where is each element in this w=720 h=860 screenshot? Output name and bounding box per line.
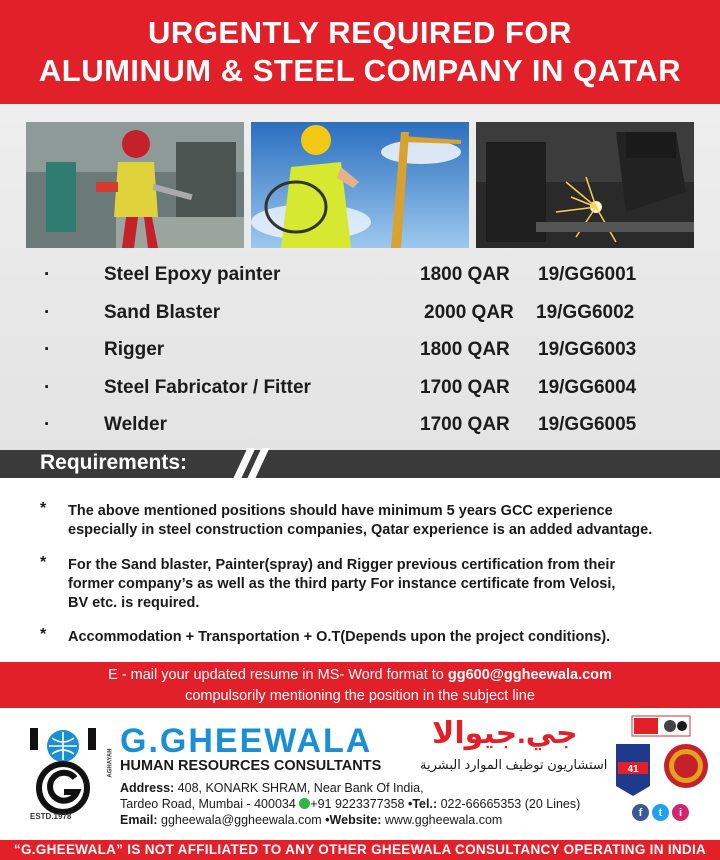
brand-name: G.GHEEWALA [120, 722, 373, 760]
bullet: · [44, 264, 51, 285]
job-code: 19/GG6001 [538, 264, 637, 285]
req-line: For the Sand blaster, Painter(spray) and Rigger previous certification from their [68, 557, 616, 573]
logo-established: ESTD.1978 [30, 812, 72, 821]
brand-subtitle: HUMAN RESOURCES CONSULTANTS [120, 758, 382, 774]
job-title: Rigger [104, 339, 165, 360]
email-prefix: E - mail your updated resume in MS- Word format to [108, 667, 448, 683]
address-line-1 [120, 781, 424, 795]
address-label: Address: [120, 781, 175, 795]
email-subject-note: compulsorily mentioning the position in the subject line [185, 688, 535, 704]
rigger-photo [251, 122, 469, 248]
job-code: 19/GG6002 [536, 301, 635, 323]
address-text: 408, KONARK SHRAM, Near Bank Of India, [174, 781, 424, 795]
job-salary: 1700 QAR [420, 414, 510, 435]
email-label: Email: [120, 813, 158, 827]
job-code: 19/GG6003 [538, 339, 637, 360]
req-star: * [40, 554, 47, 571]
bullet: · [44, 301, 51, 323]
social-links [632, 804, 689, 821]
tel-number[interactable]: 022-66665353 (20 Lines) [437, 797, 581, 811]
email-bar [0, 662, 720, 708]
whatsapp-icon [299, 798, 310, 809]
requirement-item [68, 628, 718, 647]
requirement-item [68, 556, 718, 613]
bullet: · [44, 339, 51, 360]
job-salary: 1700 QAR [420, 376, 510, 398]
arabic-subtitle: استشاريون توظيف الموارد البشرية [420, 757, 608, 772]
req-line: especially in steel construction companies, Qatar experience is an added advantage. [68, 522, 653, 538]
headline-line-2: ALUMINUM & STEEL COMPANY IN QATAR [38, 53, 682, 88]
twitter-icon[interactable]: t [652, 804, 669, 821]
job-row [0, 294, 720, 332]
tel-label: •Tel.: [407, 797, 438, 811]
address-line-2 [120, 797, 580, 811]
req-star: * [40, 626, 47, 643]
instagram-icon[interactable]: i [672, 804, 689, 821]
job-title: Sand Blaster [104, 301, 221, 323]
headline-line-1: URGENTLY REQUIRED FOR [148, 15, 572, 50]
painter-photo [26, 122, 244, 248]
job-code: 19/GG6005 [538, 414, 637, 435]
requirements-heading: Requirements: [40, 451, 188, 474]
requirement-item [68, 502, 718, 540]
job-salary: 1800 QAR [420, 264, 510, 285]
job-row [0, 331, 720, 369]
whatsapp-number[interactable]: +91 9223377358 [310, 797, 405, 811]
job-salary: 1800 QAR [420, 339, 510, 360]
requirements-bar [0, 450, 720, 478]
contact-line [120, 813, 502, 827]
apply-email-link[interactable]: gg600@ggheewala.com [447, 667, 612, 683]
job-row [0, 406, 720, 444]
disclaimer-bar: “G.GHEEWALA” IS NOT AFFILIATED TO ANY OTHER GHEEWALA CONSULTANCY OPERATING IN INDIA [0, 840, 720, 860]
job-title: Steel Epoxy painter [104, 264, 281, 285]
job-salary: 2000 QAR [424, 301, 514, 323]
website-link[interactable]: www.ggheewala.com [381, 813, 503, 827]
logo-side-text: AGHAYAH [107, 748, 114, 778]
job-code: 19/GG6004 [538, 376, 637, 398]
job-row [0, 369, 720, 407]
website-label: •Website: [321, 813, 382, 827]
bullet: · [44, 376, 51, 398]
req-star: * [40, 500, 47, 517]
header-banner [0, 0, 720, 104]
bullet: · [44, 414, 51, 435]
req-line: BV etc. is required. [68, 595, 200, 611]
address-text: Tardeo Road, Mumbai - 400034 [120, 797, 300, 811]
req-line: former company’s as well as the third party For instance certificate from Velosi, [68, 576, 616, 592]
company-email-link[interactable]: ggheewala@ggheewala.com [157, 813, 322, 827]
badge-41-text: 41 [627, 764, 639, 775]
job-row [0, 256, 720, 294]
req-line: Accommodation + Transportation + O.T(Depends upon the project conditions). [68, 629, 611, 645]
welder-photo [476, 122, 694, 248]
job-list [0, 256, 720, 444]
arabic-brand-name: جي.جيوالا [432, 717, 578, 750]
facebook-icon[interactable]: f [632, 804, 649, 821]
job-title: Welder [104, 414, 168, 435]
job-title: Steel Fabricator / Fitter [104, 376, 311, 398]
email-instruction [0, 665, 720, 686]
req-line: The above mentioned positions should have minimum 5 years GCC experience [68, 503, 613, 519]
